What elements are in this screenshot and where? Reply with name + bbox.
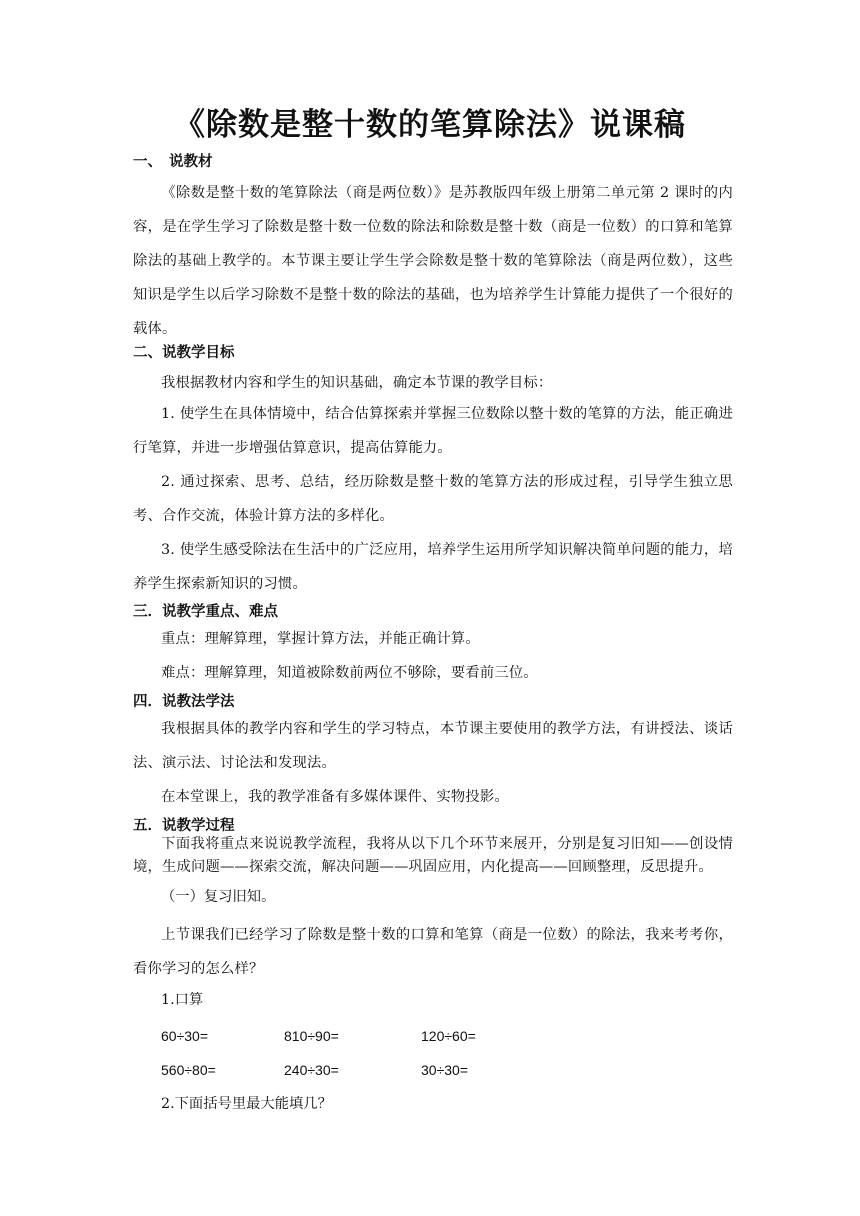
paragraph: 下面我将重点来说说教学流程，我将从以下几个环节来展开，分别是复习旧知——创设情境，生成问题——探索交流，解决问题——巩固应用，内化提高——回顾整理，反思提升。 bbox=[133, 836, 733, 875]
exercise-label: 1.口算 bbox=[161, 992, 204, 1008]
paragraph: 3. 使学生感受除法在生活中的广泛应用，培养学生运用所学知识解决简单问题的能力，培养学生探索新知识的习惯。 bbox=[133, 542, 733, 592]
section-number: 四． bbox=[133, 694, 162, 710]
section-number: 二、 bbox=[133, 345, 162, 361]
section-heading-2 bbox=[133, 343, 235, 363]
subsection-heading: （一）复习旧知。 bbox=[161, 889, 276, 905]
section-number: 一、 bbox=[133, 154, 162, 170]
calc-item: 30÷30= bbox=[421, 1062, 469, 1078]
paragraph: 重点：理解算理，掌握计算方法，并能正确计算。 bbox=[161, 631, 480, 647]
paragraph: 2. 通过探索、思考、总结，经历除数是整十数的笔算方法的形成过程，引导学生独立思考、合作交流，体验计算方法的多样化。 bbox=[133, 474, 733, 524]
paragraph: 在本堂课上，我的教学准备有多媒体课件、实物投影。 bbox=[161, 789, 509, 805]
section-title: 说教法学法 bbox=[162, 694, 235, 710]
section-title: 说教学目标 bbox=[162, 345, 235, 361]
section-title: 说教材 bbox=[169, 154, 213, 170]
calc-item: 560÷80= bbox=[161, 1062, 216, 1078]
exercise-label: 2.下面括号里最大能填几？ bbox=[161, 1096, 332, 1112]
paragraph: 我根据具体的教学内容和学生的学习特点，本节课主要使用的教学方法，有讲授法、谈话法、演示法、讨论法和发现法。 bbox=[133, 721, 733, 771]
section-heading-1 bbox=[133, 152, 213, 172]
paragraph: 难点：理解算理，知道被除数前两位不够除，要看前三位。 bbox=[161, 665, 538, 681]
paragraph: 上节课我们已经学习了除数是整十数的口算和笔算（商是一位数）的除法，我来考考你，看你学习的怎么样？ bbox=[133, 927, 733, 977]
section-number: 三． bbox=[133, 604, 162, 620]
calc-item: 240÷30= bbox=[284, 1062, 339, 1078]
section-title: 说教学重点、难点 bbox=[162, 604, 278, 620]
paragraph: 《除数是整十数的笔算除法（商是两位数）》是苏教版四年级上册第二单元第 2 课时的内容，是在学生学习了除数是整十数一位数的除法和除数是整十数（商是一位数）的口算和笔算除法的基础上教学的。本节课主要让学生学会除数是整十数的笔算除法（商是两位数），这些知识是学生以后学习除数不是整十数的除法的基础，也为培养学生计算能力提供了一个很好的载体。 bbox=[133, 185, 733, 337]
calc-item: 810÷90= bbox=[284, 1028, 339, 1044]
section-number: 五． bbox=[133, 818, 162, 834]
calc-item: 60÷30= bbox=[161, 1028, 209, 1044]
section-heading-4 bbox=[133, 692, 235, 712]
section-heading-3 bbox=[133, 602, 278, 622]
paragraph: 1. 使学生在具体情境中，结合估算探索并掌握三位数除以整十数的笔算的方法，能正确进行笔算，并进一步增强估算意识，提高估算能力。 bbox=[133, 406, 733, 456]
section-title: 说教学过程 bbox=[162, 818, 235, 834]
calc-item: 120÷60= bbox=[421, 1028, 476, 1044]
paragraph: 我根据教材内容和学生的知识基础，确定本节课的教学目标： bbox=[161, 375, 553, 391]
document-title: 《除数是整十数的笔算除法》说课稿 bbox=[174, 107, 686, 143]
